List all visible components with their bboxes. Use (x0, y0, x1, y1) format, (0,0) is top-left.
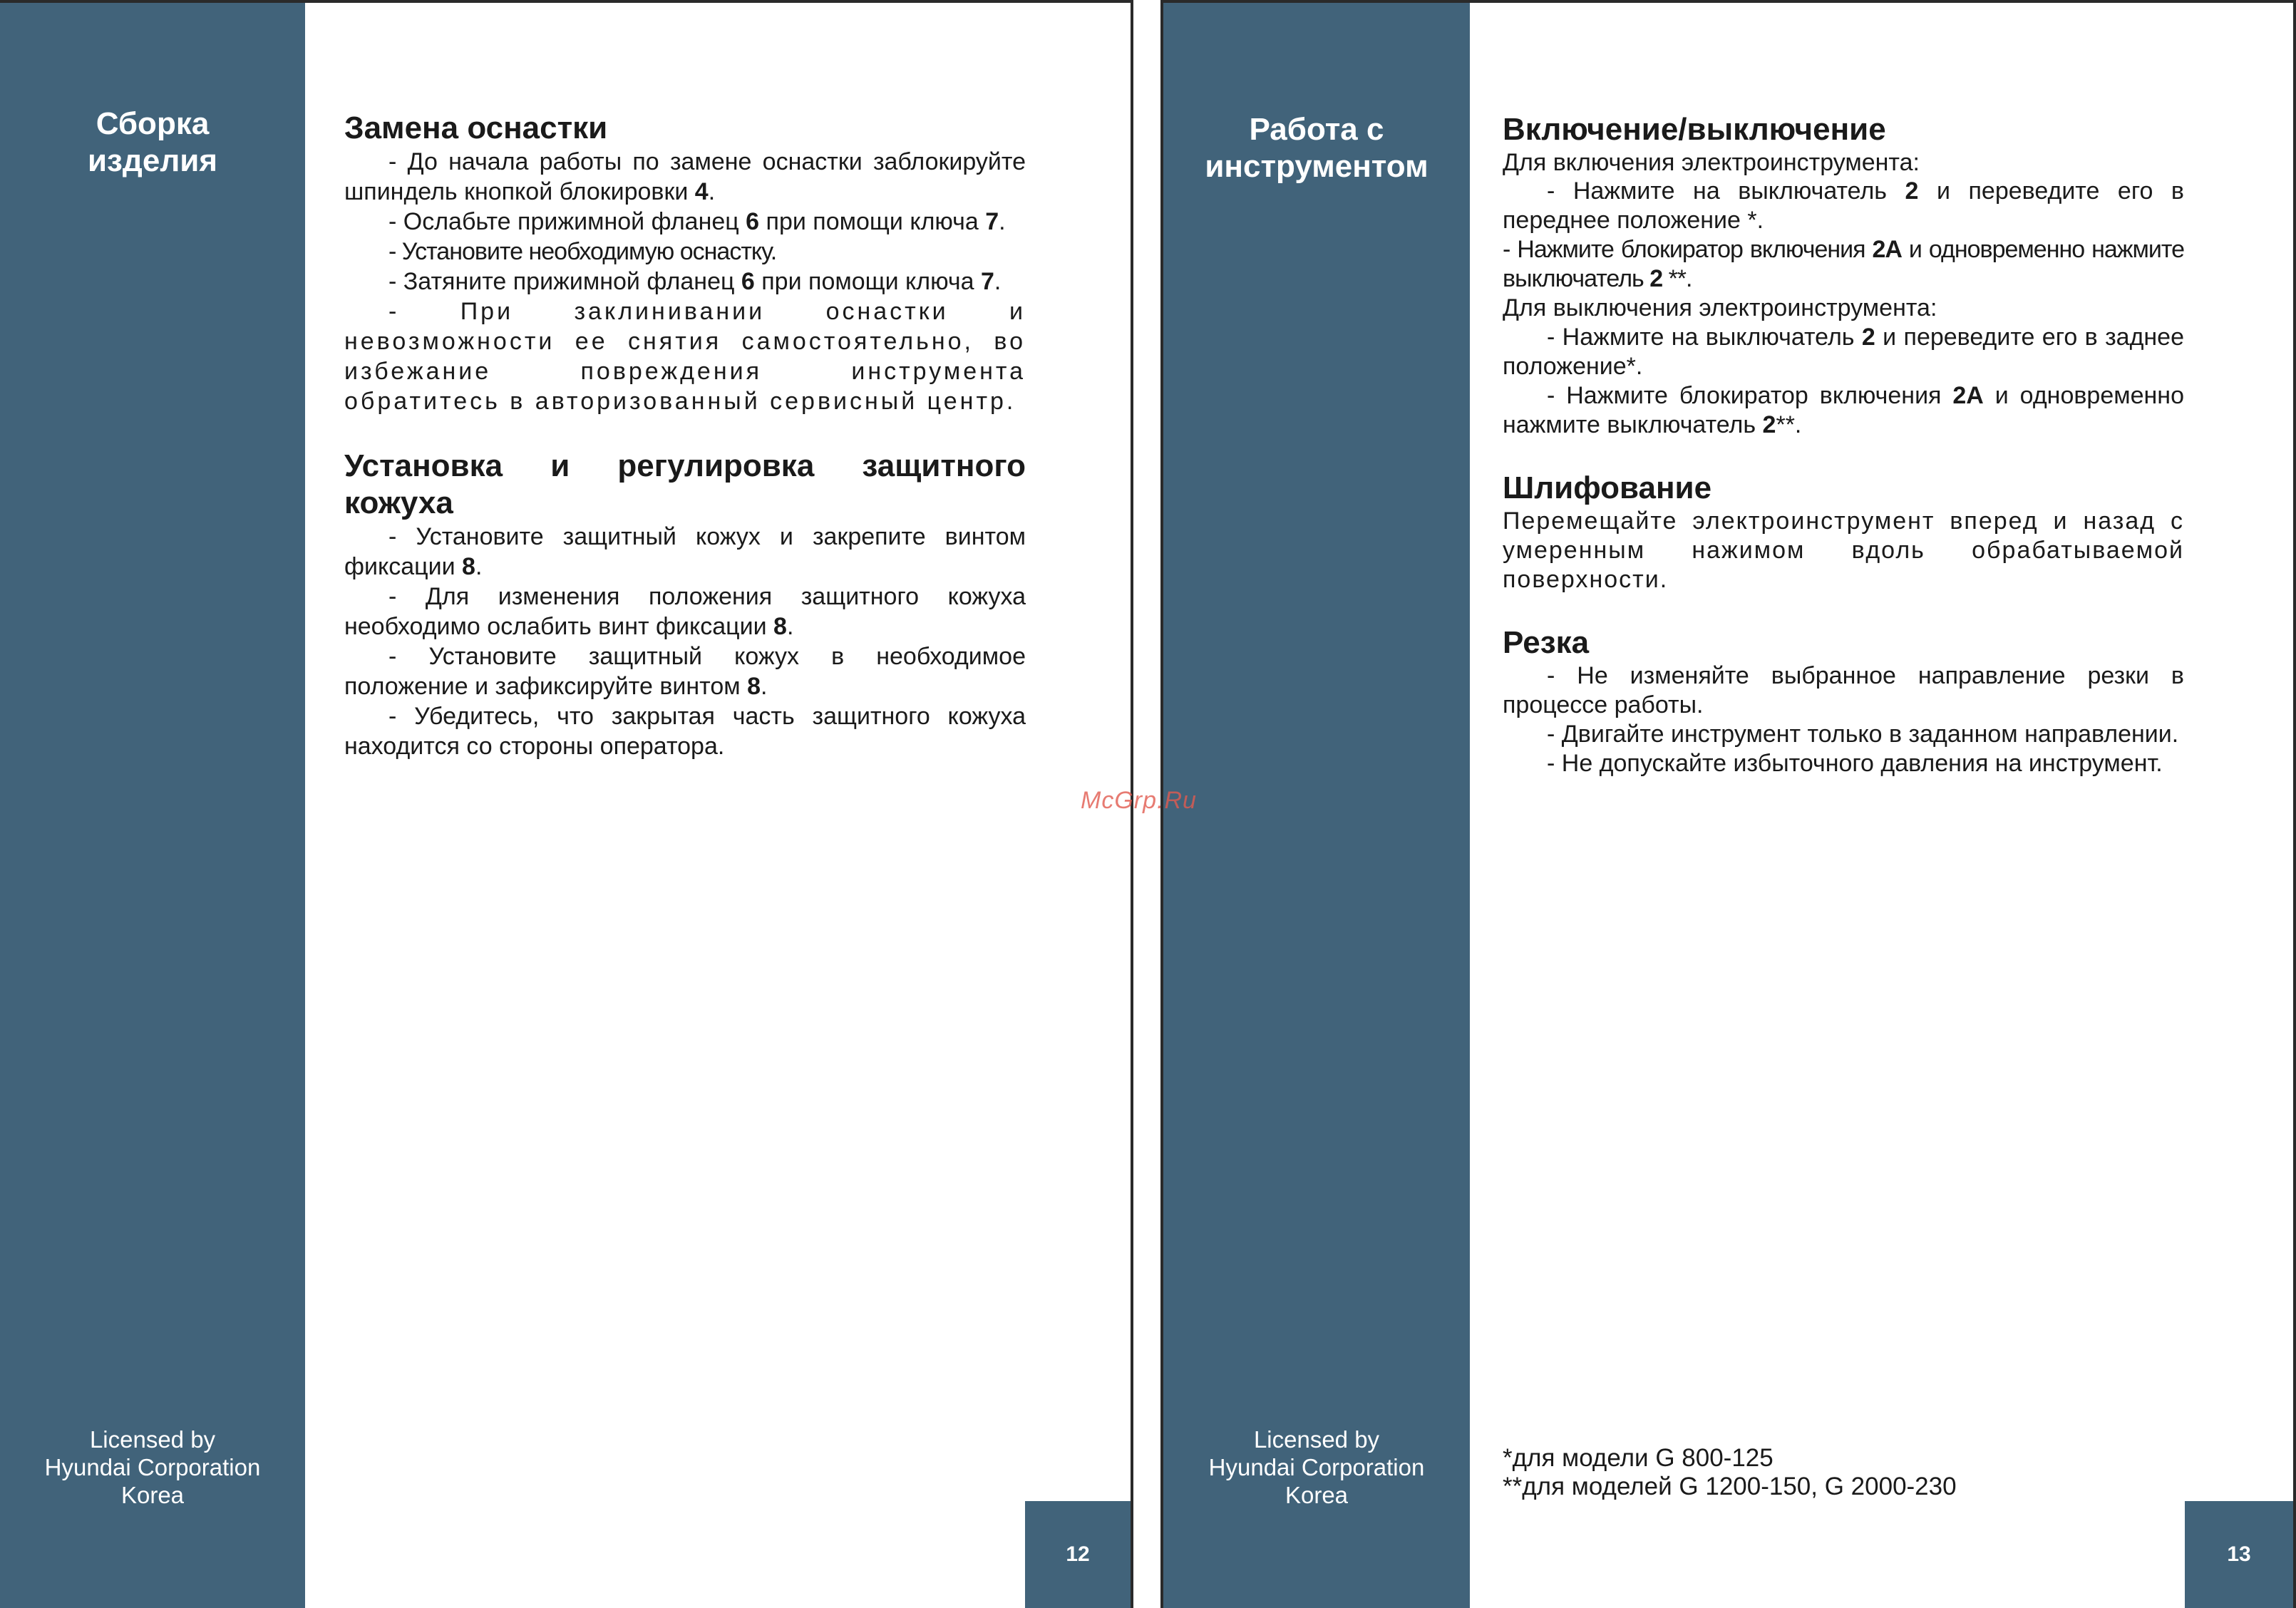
page-number: 13 (2185, 1501, 2293, 1608)
sidebar (1163, 3, 1470, 1608)
sidebar (0, 3, 305, 1608)
footnote-2: **для моделей G 1200-150, G 2000-230 (1503, 1473, 1957, 1500)
paragraph: - Нажмите на выключатель 2 и переведите его в заднее положение*. (1503, 324, 2184, 380)
page-number: 12 (1025, 1501, 1131, 1608)
license-note (1163, 1426, 1470, 1509)
paragraph: - Не допускайте избыточного давления на инструмент. (1547, 750, 2163, 777)
page-13 (1160, 0, 2296, 1608)
license-line-3: Korea (120, 1482, 185, 1508)
page-12 (0, 0, 1133, 1608)
paragraph: - Установите защитный кожух в необходимое положение и зафиксируйте винтом 8. (344, 643, 1026, 700)
paragraph: - При заклинивании оснастки и невозможности ее снятия самостоятельно, во избежание повреждения инструмента обратитесь в авторизованный сервисный центр. (344, 298, 1026, 415)
paragraph: - Установите необходимую оснастку. (388, 238, 777, 265)
main-content (344, 110, 1026, 761)
watermark: McGrp.Ru (1081, 787, 1197, 814)
heading-on-off: Включение/выключение (1503, 112, 1886, 147)
main-content (1503, 111, 2184, 778)
section-title (1163, 111, 1470, 185)
license-line-2: Hyundai Corporation (44, 1454, 261, 1480)
heading-guard-adjustment: Установка и регулировка защитного кожуха (344, 448, 1026, 520)
paragraph: Для включения электроинструмента: (1503, 149, 1920, 176)
license-line-1: Licensed by (89, 1426, 216, 1453)
paragraph: - Нажмите блокиратор включения 2A и одновременно нажмите выключатель 2**. (1503, 382, 2184, 438)
paragraph: - Для изменения положения защитного кожуха необходимо ослабить винт фиксации 8. (344, 583, 1026, 640)
footnote-1: *для модели G 800-125 (1503, 1444, 1774, 1472)
section-title-line-2: инструментом (1205, 149, 1428, 184)
paragraph: - Нажмите блокиратор включения 2A и одновременно нажмите выключатель 2 **. (1503, 236, 2184, 292)
paragraph: - До начала работы по замене оснастки заблокируйте шпиндель кнопкой блокировки 4. (344, 148, 1026, 205)
license-line-3: Korea (1285, 1482, 1349, 1508)
paragraph: - Установите защитный кожух и закрепите винтом фиксации 8. (344, 523, 1026, 580)
paragraph: Перемещайте электроинструмент вперед и назад с умеренным нажимом вдоль обрабатываемой поверхности. (1503, 507, 2184, 593)
section-title-line-2: изделия (88, 143, 217, 178)
paragraph: - Нажмите на выключатель 2 и переведите его в переднее положение *. (1503, 177, 2184, 234)
footnotes (1503, 1444, 1957, 1501)
paragraph: - Не изменяйте выбранное направление резки в процессе работы. (1503, 662, 2184, 718)
heading-grinding: Шлифование (1503, 470, 1712, 505)
section-title-line-1: Работа с (1249, 112, 1384, 147)
license-line-1: Licensed by (1253, 1426, 1380, 1453)
heading-cutting: Резка (1503, 625, 1590, 660)
license-note (0, 1426, 305, 1509)
paragraph: - Ослабьте прижимной фланец 6 при помощи ключа 7. (388, 208, 1006, 235)
paragraph: - Двигайте инструмент только в заданном направлении. (1547, 721, 2179, 748)
section-title (0, 105, 305, 180)
heading-replacing-tooling: Замена оснастки (344, 110, 608, 145)
paragraph: Для выключения электроинструмента: (1503, 294, 1937, 321)
paragraph: - Затяните прижимной фланец 6 при помощи ключа 7. (388, 268, 1002, 295)
section-title-line-1: Сборка (96, 106, 210, 141)
paragraph: - Убедитесь, что закрытая часть защитного кожуха находится со стороны оператора. (344, 703, 1026, 760)
license-line-2: Hyundai Corporation (1208, 1454, 1425, 1480)
